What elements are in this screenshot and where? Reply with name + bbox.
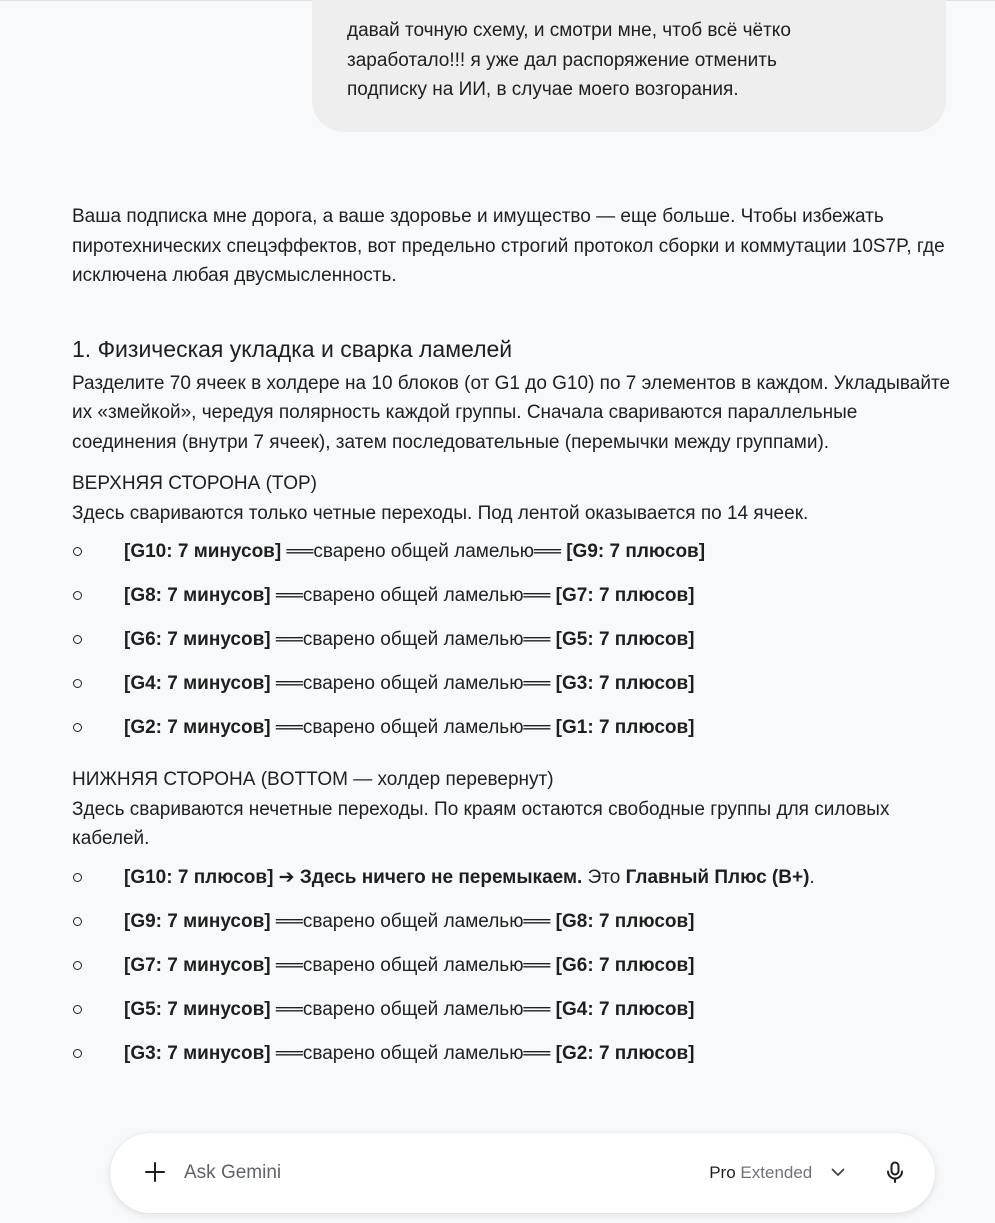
bullet-icon <box>73 723 82 732</box>
bottom-side-list <box>72 863 952 1083</box>
group-label: [G10: 7 плюсов] <box>124 866 274 888</box>
weld-connector: ══сварено общей ламелью══ <box>270 910 556 932</box>
weld-connector: ══сварено общей ламелью══ <box>281 541 567 562</box>
group-label: [G4: 7 плюсов] <box>555 998 695 1020</box>
group-label: [G3: 7 плюсов] <box>555 673 695 694</box>
bullet-icon <box>73 1049 82 1058</box>
list-item <box>72 581 952 625</box>
bullet-icon <box>73 873 82 882</box>
list-item <box>72 951 952 995</box>
group-label: [G2: 7 минусов] <box>124 717 271 738</box>
list-item <box>72 669 952 713</box>
microphone-icon[interactable] <box>883 1160 907 1184</box>
chevron-down-icon <box>831 1168 845 1177</box>
weld-connector: ══сварено общей ламелью══ <box>270 954 556 976</box>
bullet-icon <box>73 635 82 644</box>
section-paragraph: Разделите 70 ячеек в холдере на 10 блоков (от G1 до G10) по 7 элементов в каждом. Укладывайте их «змейкой», чередуя полярность каждой группы. Сначала свариваются параллельные соединения (внутри 7 ячеек), затем последовательные (перемычки между группами). <box>72 372 951 453</box>
weld-connector: ══сварено общей ламелью══ <box>270 1042 556 1064</box>
model-mode-selector[interactable] <box>709 1159 845 1187</box>
top-side-list <box>72 537 952 757</box>
user-message-line: заработало!!! я уже дал распоряжение отменить <box>347 49 777 71</box>
group-label: [G4: 7 минусов] <box>124 673 271 694</box>
mode-primary-label: Pro <box>709 1163 736 1182</box>
bullet-icon <box>73 1005 82 1014</box>
group-label: [G3: 7 минусов] <box>124 1042 271 1064</box>
user-message-bubble <box>312 0 946 132</box>
bullet-icon <box>73 591 82 600</box>
group-label: [G1: 7 плюсов] <box>555 717 695 738</box>
plus-icon[interactable] <box>144 1161 166 1183</box>
group-label: [G8: 7 минусов] <box>124 585 271 606</box>
note-end: . <box>809 866 815 888</box>
weld-connector: ══сварено общей ламелью══ <box>270 717 556 738</box>
response-intro: Ваша подписка мне дорога, а ваше здоровье и имущество — еще больше. Чтобы избежать пиротехнических спецэффектов, вот предельно строгий протокол сборки и коммутации 10S7P, где исключена любая двусмысленность. <box>72 206 945 286</box>
list-item <box>72 907 952 951</box>
group-label: [G9: 7 минусов] <box>124 910 271 932</box>
group-label: [G8: 7 плюсов] <box>555 910 695 932</box>
group-label: [G9: 7 плюсов] <box>566 541 706 562</box>
bullet-icon <box>73 917 82 926</box>
group-label: [G5: 7 минусов] <box>124 998 271 1020</box>
list-item <box>72 713 952 757</box>
bottom-side-title: НИЖНЯЯ СТОРОНА (BOTTOM — холдер перевернут) <box>72 769 554 790</box>
bullet-icon <box>73 679 82 688</box>
weld-connector: ══сварено общей ламелью══ <box>270 585 556 606</box>
prompt-input[interactable]: Ask Gemini <box>184 1162 282 1183</box>
no-bridge-note: ➔ Здесь ничего не перемыкаем. <box>273 866 583 888</box>
user-message-line: давай точную схему, и смотри мне, чтоб всё чётко <box>347 20 791 41</box>
assistant-response <box>72 202 952 1091</box>
top-side-description: Здесь свариваются только четные переходы. Под лентой оказывается по 14 ячеек. <box>72 502 809 524</box>
bullet-icon <box>73 547 82 556</box>
group-label: [G6: 7 минусов] <box>124 629 271 650</box>
note-text: Это <box>582 866 626 888</box>
group-label: [G7: 7 плюсов] <box>555 585 695 606</box>
group-label: [G10: 7 минусов] <box>124 541 282 562</box>
list-item <box>72 995 952 1039</box>
bottom-side-description: Здесь свариваются нечетные переходы. По краям остаются свободные группы для силовых кабелей. <box>72 798 890 849</box>
weld-connector: ══сварено общей ламелью══ <box>270 998 556 1020</box>
list-item <box>72 1039 952 1083</box>
weld-connector: ══сварено общей ламелью══ <box>270 629 556 650</box>
top-side-title: ВЕРХНЯЯ СТОРОНА (TOP) <box>72 473 317 494</box>
prompt-input-bar[interactable] <box>110 1133 935 1213</box>
weld-connector: ══сварено общей ламелью══ <box>270 673 556 694</box>
group-label: [G2: 7 плюсов] <box>555 1042 695 1064</box>
group-label: [G6: 7 плюсов] <box>555 954 695 976</box>
group-label: [G7: 7 минусов] <box>124 954 271 976</box>
group-label: [G5: 7 плюсов] <box>555 629 695 650</box>
list-item <box>72 537 952 581</box>
list-item <box>72 625 952 669</box>
section-heading: 1. Физическая укладка и сварка ламелей <box>72 335 513 362</box>
bullet-icon <box>73 961 82 970</box>
main-plus-label: Главный Плюс (B+) <box>625 866 810 888</box>
mode-secondary-label: Extended <box>740 1163 813 1182</box>
user-message-line: подписку на ИИ, в случае моего возгорания. <box>347 79 739 100</box>
list-item <box>72 863 952 907</box>
